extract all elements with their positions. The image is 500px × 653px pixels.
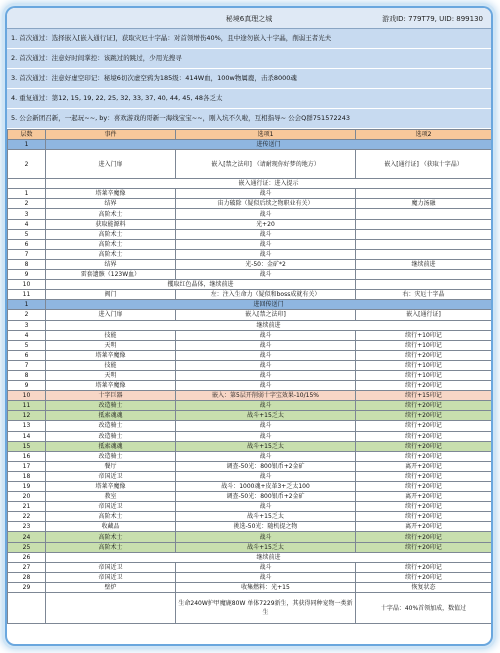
floor-cell: 4 [8,330,46,340]
table-row [8,140,492,150]
floor-cell: 26 [8,552,46,562]
floor-cell: 16 [8,451,46,461]
event-cell: 收藏品 [46,522,176,532]
note-1: 1. 首次通过：选择嵌入[嵌入通行证]，获取灾厄十字晶：对首领增伤40%，且中途勿嵌入十字晶，削弱王者光夫 [7,29,491,49]
floor-cell: 13 [8,421,46,431]
table-row [8,189,492,199]
header-cell-floor: 层数 [8,130,46,140]
floor-cell: 23 [8,522,46,532]
floor-cell: 24 [8,532,46,542]
option-cell: 续行+20印记 [356,502,492,512]
table-row [8,572,492,582]
option-cell: 续行+10印记 [356,370,492,380]
table-row [8,401,492,411]
event-cell: 改造骑士 [46,431,176,441]
event-cell: 继续前进 [46,320,492,330]
event-cell: 帝国近卫 [46,502,176,512]
option-cell: 战斗 [176,239,356,249]
option-cell: 调查-50光：800银币+2金矿 [176,492,356,502]
table-row [8,300,492,310]
option-cell: 继续前进 [356,259,492,269]
floor-cell: 2 [8,150,46,179]
table-row [8,411,492,421]
event-cell: 获取能源料 [46,219,176,229]
option-cell [356,229,492,239]
option-cell: 离开+20印记 [356,522,492,532]
floor-cell: 8 [8,370,46,380]
option-cell: 战斗：1000魂+皮革3+乏太100 [176,482,356,492]
option-cell: 续行+20印记 [356,431,492,441]
table-row [8,270,492,280]
option-cell [356,280,492,290]
table-row [8,471,492,481]
floor-cell: 22 [8,512,46,522]
event-cell: 天明 [46,370,176,380]
option-cell: 十字晶：40%首领加成，数值过 [356,593,492,624]
option-cell: 战斗+15乏太 [176,441,356,451]
floor-cell: 5 [8,340,46,350]
table-row [8,532,492,542]
option-cell [356,219,492,229]
option-cell: 战斗+15乏太 [176,542,356,552]
event-cell: 技能 [46,330,176,340]
option-cell: 续行+20印记 [356,542,492,552]
table-row [8,350,492,360]
floor-cell [8,179,46,189]
event-cell: 进入门扉 [46,310,176,320]
option-cell: 左：注入生命力（疑似和boss成就有关） [176,290,356,300]
event-cell: 抵索魂魂 [46,411,176,421]
event-cell: 进回传送门 [46,300,492,310]
floor-cell: 28 [8,572,46,582]
option-cell: 右：灾厄十字晶 [356,290,492,300]
table-row [8,239,492,249]
option-cell: 战斗 [176,572,356,582]
document-frame [7,8,491,644]
option-cell: 生命240W护甲魔鹿80W 单体7229新生，其获得同种宠物一类新生 [176,593,356,624]
option-cell: 战斗 [176,431,356,441]
option-cell: 恢复状态 [356,582,492,592]
floor-cell: 6 [8,350,46,360]
event-cell: 继续前进 [46,552,492,562]
option-cell: 战斗 [176,381,356,391]
event-cell: 高阶术士 [46,239,176,249]
table-row [8,320,492,330]
option-cell: 续行+20印记 [356,411,492,421]
option-cell: 离开+20印记 [356,492,492,502]
option-cell: 续行+20印记 [356,562,492,572]
option-cell: 续行+20印记 [356,350,492,360]
option-cell: 收集燃料：光+15 [176,582,356,592]
event-cell: 高阶术士 [46,249,176,259]
floor-cell: 7 [8,360,46,370]
event-cell: 结界 [46,199,176,209]
option-cell: 续行+20印记 [356,381,492,391]
floor-cell: 19 [8,482,46,492]
floor-cell: 11 [8,290,46,300]
floor-cell [8,593,46,624]
table-row [8,229,492,239]
event-cell: 结界 [46,259,176,269]
table-row [8,330,492,340]
table-row [8,179,492,189]
header-cell-option2: 选项2 [356,130,492,140]
option-cell: 战斗 [176,502,356,512]
table-row [8,259,492,269]
event-cell: 教室 [46,492,176,502]
table-row [8,370,492,380]
table-row [8,280,492,290]
option-cell: 战斗 [176,471,356,481]
event-cell: 嵌入通行证：进入提示 [46,179,492,189]
event-cell: 进入门扉 [46,150,176,179]
option-cell: 续行+20印记 [356,512,492,522]
option-cell: 嵌入[通行证] （获取十字晶） [356,150,492,179]
option-cell: 调查-50光：800银币+2金矿 [176,461,356,471]
floor-cell: 17 [8,461,46,471]
event-cell: 改造骑士 [46,401,176,411]
event-cell: 攫取红色晶体，继续前进 [46,280,356,290]
floor-cell: 25 [8,542,46,552]
table-row [8,340,492,350]
event-cell: 进传送门 [46,140,492,150]
table-row [8,391,492,401]
option-cell: 战斗 [176,532,356,542]
table-row [8,522,492,532]
floor-cell: 9 [8,381,46,391]
option-cell: 战斗+15乏太 [176,512,356,522]
document-title: 秘境6真理之城 [225,15,273,23]
floor-cell: 14 [8,431,46,441]
floor-cell: 18 [8,471,46,481]
floor-cell: 29 [8,582,46,592]
floor-cell: 7 [8,249,46,259]
dungeon-guide-table [7,129,491,624]
table-row [8,502,492,512]
floor-cell: 1 [8,140,46,150]
floor-cell: 3 [8,320,46,330]
option-cell: 续行+20印记 [356,532,492,542]
option-cell: 战斗 [176,451,356,461]
event-cell: 雷套遗骸（123W血） [46,270,176,280]
event-cell: 高阶术士 [46,542,176,552]
floor-cell: 12 [8,411,46,421]
floor-cell: 9 [8,270,46,280]
event-cell: 帝国近卫 [46,562,176,572]
option-cell: 战斗 [176,562,356,572]
option-cell: 战斗 [176,421,356,431]
table-row [8,150,492,179]
table-row [8,209,492,219]
option-cell: 战斗 [176,209,356,219]
event-cell: 塔莱辛魔像 [46,350,176,360]
option-cell: 战斗 [176,370,356,380]
event-cell: 塔莱辛魔像 [46,381,176,391]
event-cell: 高阶术士 [46,512,176,522]
option-cell: 战斗 [176,401,356,411]
table-row [8,219,492,229]
event-cell: 塔莱辛魔像 [46,189,176,199]
table-row [8,582,492,592]
table-row [8,441,492,451]
event-cell: 餐厅 [46,461,176,471]
option-cell: 宙力破除（疑似后续之物职业有关） [176,199,356,209]
option-cell: 续行+15印记 [356,391,492,401]
table-row [8,199,492,209]
event-cell: 改造骑士 [46,451,176,461]
table-row [8,360,492,370]
table-row [8,482,492,492]
table-row [8,381,492,391]
option-cell: 嵌入：第5层开削弱十字宝效果-10/15% [176,391,356,401]
table-row [8,542,492,552]
option-cell: 战斗 [176,229,356,239]
event-cell: 十字巨器 [46,391,176,401]
option-cell: 战斗 [176,350,356,360]
event-cell: 阀门 [46,290,176,300]
table-row [8,512,492,522]
option-cell [356,239,492,249]
option-cell: 续行+20印记 [356,401,492,411]
option-cell: 战斗+15乏太 [176,411,356,421]
option-cell [356,249,492,259]
floor-cell: 1 [8,189,46,199]
option-cell: 战斗 [176,249,356,259]
floor-cell: 1 [8,300,46,310]
header-cell-option1: 选项1 [176,130,356,140]
table-row [8,552,492,562]
table-row [8,310,492,320]
event-cell: 壁炉 [46,582,176,592]
option-cell: 续行+10印记 [356,360,492,370]
option-cell: 战斗 [176,270,356,280]
option-cell: 光+20 [176,219,356,229]
option-cell: 战斗 [176,340,356,350]
game-id-text: 游戏ID: 779T79, UID: 899130 [382,15,483,23]
table-row [8,290,492,300]
floor-cell: 10 [8,280,46,290]
event-cell: 塔莱辛魔像 [46,482,176,492]
floor-cell: 3 [8,209,46,219]
floor-cell: 6 [8,239,46,249]
table-row [8,451,492,461]
event-cell: 高阶术士 [46,229,176,239]
event-cell: 帝国近卫 [46,572,176,582]
header-cell-event: 事件 [46,130,176,140]
event-cell: 技能 [46,360,176,370]
option-cell: 嵌入[禁之法印] [176,310,356,320]
floor-cell: 10 [8,391,46,401]
option-cell: 续行+20印记 [356,421,492,431]
option-cell: 挑选-50光：随机提之物 [176,522,356,532]
option-cell: 战斗 [176,330,356,340]
table-header-row [8,130,492,140]
option-cell [356,189,492,199]
table-row [8,249,492,259]
option-cell: 光-50：金矿*2 [176,259,356,269]
note-4: 4. 重复通过：第12, 15, 19, 22, 25, 32, 33, 37, 40, 44, 45, 48各乏太 [7,89,491,109]
floor-cell: 27 [8,562,46,572]
option-cell: 续行+10印记 [356,330,492,340]
table-row [8,431,492,441]
option-cell: 战斗 [176,360,356,370]
event-cell: 高阶术士 [46,209,176,219]
event-cell: 天明 [46,340,176,350]
event-cell: 帝国近卫 [46,471,176,481]
option-cell: 离开+20印记 [356,461,492,471]
floor-cell: 15 [8,441,46,451]
floor-cell: 4 [8,219,46,229]
table-row [8,421,492,431]
option-cell: 续行+20印记 [356,441,492,451]
note-2: 2. 首次通过：注意好时间掌控：该跳过的跳过，少用光搜寻 [7,49,491,69]
note-3: 3. 首次通过：注意好虚空印记：秘境6切次虚空鸦为185级：414W血，100w物属鹿，击杀8000魂 [7,69,491,89]
option-cell: 续行+20印记 [356,482,492,492]
option-cell: 战斗 [176,189,356,199]
table-row [8,593,492,624]
option-cell: 续行+10印记 [356,340,492,350]
floor-cell: 21 [8,502,46,512]
floor-cell: 2 [8,199,46,209]
event-cell: 抵索魂魂 [46,441,176,451]
event-cell: 高阶术士 [46,532,176,542]
option-cell: 续行+20印记 [356,572,492,582]
floor-cell: 8 [8,259,46,269]
floor-cell: 11 [8,401,46,411]
floor-cell: 5 [8,229,46,239]
table-row [8,562,492,572]
option-cell: 魔力汤融 [356,199,492,209]
event-cell [46,593,176,624]
option-cell [356,270,492,280]
note-5: 5. 公会新团召新，一起玩~~, by：喜欢游戏的哥新一海线宝宝~~，刚入坑不久啦，互相指导~ 公会Q群751572243 [7,109,491,129]
floor-cell: 2 [8,310,46,320]
option-cell [356,209,492,219]
option-cell: 续行+20印记 [356,471,492,481]
option-cell: 嵌入[通行证] [356,310,492,320]
event-cell: 改造骑士 [46,421,176,431]
option-cell: 续行+20印记 [356,451,492,461]
document-header [7,8,491,29]
table-row [8,492,492,502]
floor-cell: 20 [8,492,46,502]
table-row [8,461,492,471]
option-cell: 嵌入[禁之法印] （请耐现你好梦的地方） [176,150,356,179]
